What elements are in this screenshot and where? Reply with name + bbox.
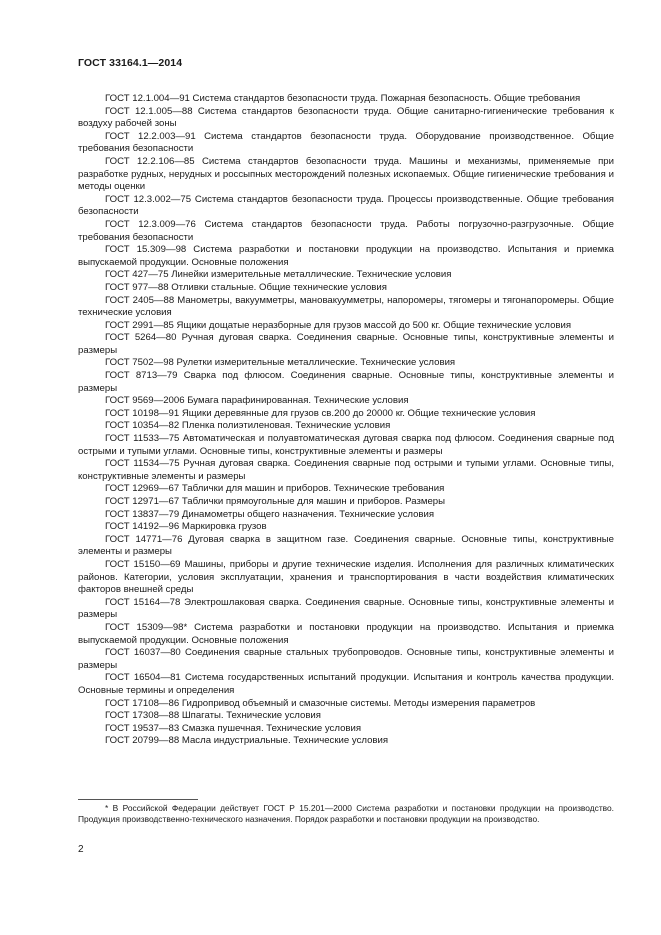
reference-entry: ГОСТ 15150—69 Машины, приборы и другие технические изделия. Исполнения для различных климатических районов. Категории, условия эксплуатации, хранения и транспортирования в части воздействия климатических факторов внешней среды (78, 558, 614, 596)
footnote-divider (78, 799, 198, 800)
reference-entry: ГОСТ 12.1.004—91 Система стандартов безопасности труда. Пожарная безопасность. Общие требования (105, 93, 581, 104)
reference-entry: ГОСТ 12.3.009—76 Система стандартов безопасности труда. Работы погрузочно-разгрузочные. Общие требования безопасности (78, 218, 614, 243)
reference-entry: ГОСТ 16504—81 Система государственных испытаний продукции. Испытания и контроль качества продукции. Основные термины и определения (78, 672, 614, 696)
reference-entry: ГОСТ 15.309—98 Система разработки и постановки продукции на производство. Испытания и приемка выпускаемой продукции. Основные положения (78, 244, 614, 268)
reference-entry: ГОСТ 17308—88 Шпагаты. Технические условия (105, 710, 321, 722)
reference-entry: ГОСТ 16037—80 Соединения сварные стальных трубопроводов. Основные типы, конструктивные элементы и размеры (78, 647, 614, 671)
reference-entry: ГОСТ 427—75 Линейки измерительные металлические. Технические условия (105, 269, 452, 281)
reference-entry: ГОСТ 13837—79 Динамометры общего назначения. Технические условия (105, 508, 435, 520)
reference-entry: ГОСТ 5264—80 Ручная дуговая сварка. Соединения сварные. Основные типы, конструктивные элементы и размеры (78, 332, 614, 356)
reference-entry: ГОСТ 12.2.106—85 Система стандартов безопасности труда. Машины и механизмы, применяемые при разработке рудных, нерудных и россыпных месторождений полезных ископаемых. Общие гигиенические требования и методы оценки (78, 155, 614, 193)
normative-references-list (78, 93, 614, 748)
reference-entry: ГОСТ 14771—76 Дуговая сварка в защитном газе. Соединения сварные. Основные типы, конструктивные элементы и размеры (78, 533, 614, 558)
reference-entry: ГОСТ 12.3.002—75 Система стандартов безопасности труда. Процессы производственные. Общие требования безопасности (78, 193, 614, 218)
reference-entry: ГОСТ 15309—98* Система разработки и постановки продукции на производство. Испытания и приемка выпускаемой продукции. Основные положения (78, 621, 614, 646)
reference-entry: ГОСТ 12.2.003—91 Система стандартов безопасности труда. Оборудование производственное. Общие требования безопасности (78, 130, 614, 155)
reference-entry: ГОСТ 12969—67 Таблички для машин и приборов. Технические требования (105, 483, 445, 495)
standard-designation: ГОСТ 33164.1—2014 (78, 57, 183, 69)
reference-entry: ГОСТ 20799—88 Масла индустриальные. Технические условия (105, 735, 389, 747)
reference-entry: ГОСТ 2405—88 Манометры, вакуумметры, мановакуумметры, напоромеры, тягомеры и тягонапоромеры. Общие технические условия (78, 294, 614, 319)
reference-entry: ГОСТ 11534—75 Ручная дуговая сварка. Соединения сварные под острыми и тупыми углами. Основные типы, конструктивные элементы и размеры (78, 458, 614, 482)
reference-entry: ГОСТ 12971—67 Таблички прямоугольные для машин и приборов. Размеры (105, 496, 446, 507)
page-number: 2 (78, 844, 84, 855)
reference-entry: ГОСТ 17108—86 Гидропривод объемный и смазочные системы. Методы измерения параметров (105, 697, 536, 709)
footnote: * В Российской Федерации действует ГОСТ Р 15.201—2000 Система разработки и постановки продукции на производство. Продукция производственно-технического назначения. Порядок разработки и постановки продукции на производство. (78, 803, 614, 824)
reference-entry: ГОСТ 2991—85 Ящики дощатые неразборные для грузов массой до 500 кг. Общие технические условия (105, 319, 572, 331)
reference-entry: ГОСТ 11533—75 Автоматическая и полуавтоматическая дуговая сварка под флюсом. Соединения сварные под острыми и тупыми углами. Основные типы, конструктивные элементы и размеры (78, 433, 614, 457)
reference-entry: ГОСТ 10354—82 Пленка полиэтиленовая. Технические условия (105, 420, 391, 432)
reference-entry: ГОСТ 14192—96 Маркировка грузов (105, 521, 267, 533)
reference-entry: ГОСТ 977—88 Отливки стальные. Общие технические условия (105, 281, 387, 293)
reference-entry: ГОСТ 12.1.005—88 Система стандартов безопасности труда. Общие санитарно-гигиенические требования к воздуху рабочей зоны (78, 105, 614, 130)
reference-entry: ГОСТ 15164—78 Электрошлаковая сварка. Соединения сварные. Основные типы, конструктивные элементы и размеры (78, 596, 614, 621)
reference-entry: ГОСТ 9569—2006 Бумага парафинированная. Технические условия (105, 395, 409, 407)
reference-entry: ГОСТ 19537—83 Смазка пушечная. Технические условия (105, 722, 362, 734)
reference-entry: ГОСТ 7502—98 Рулетки измерительные металлические. Технические условия (105, 357, 456, 369)
reference-entry: ГОСТ 10198—91 Ящики деревянные для грузов св.200 до 20000 кг. Общие технические условия (105, 407, 536, 419)
reference-entry: ГОСТ 8713—79 Сварка под флюсом. Соединения сварные. Основные типы, конструктивные элементы и размеры (78, 370, 614, 394)
